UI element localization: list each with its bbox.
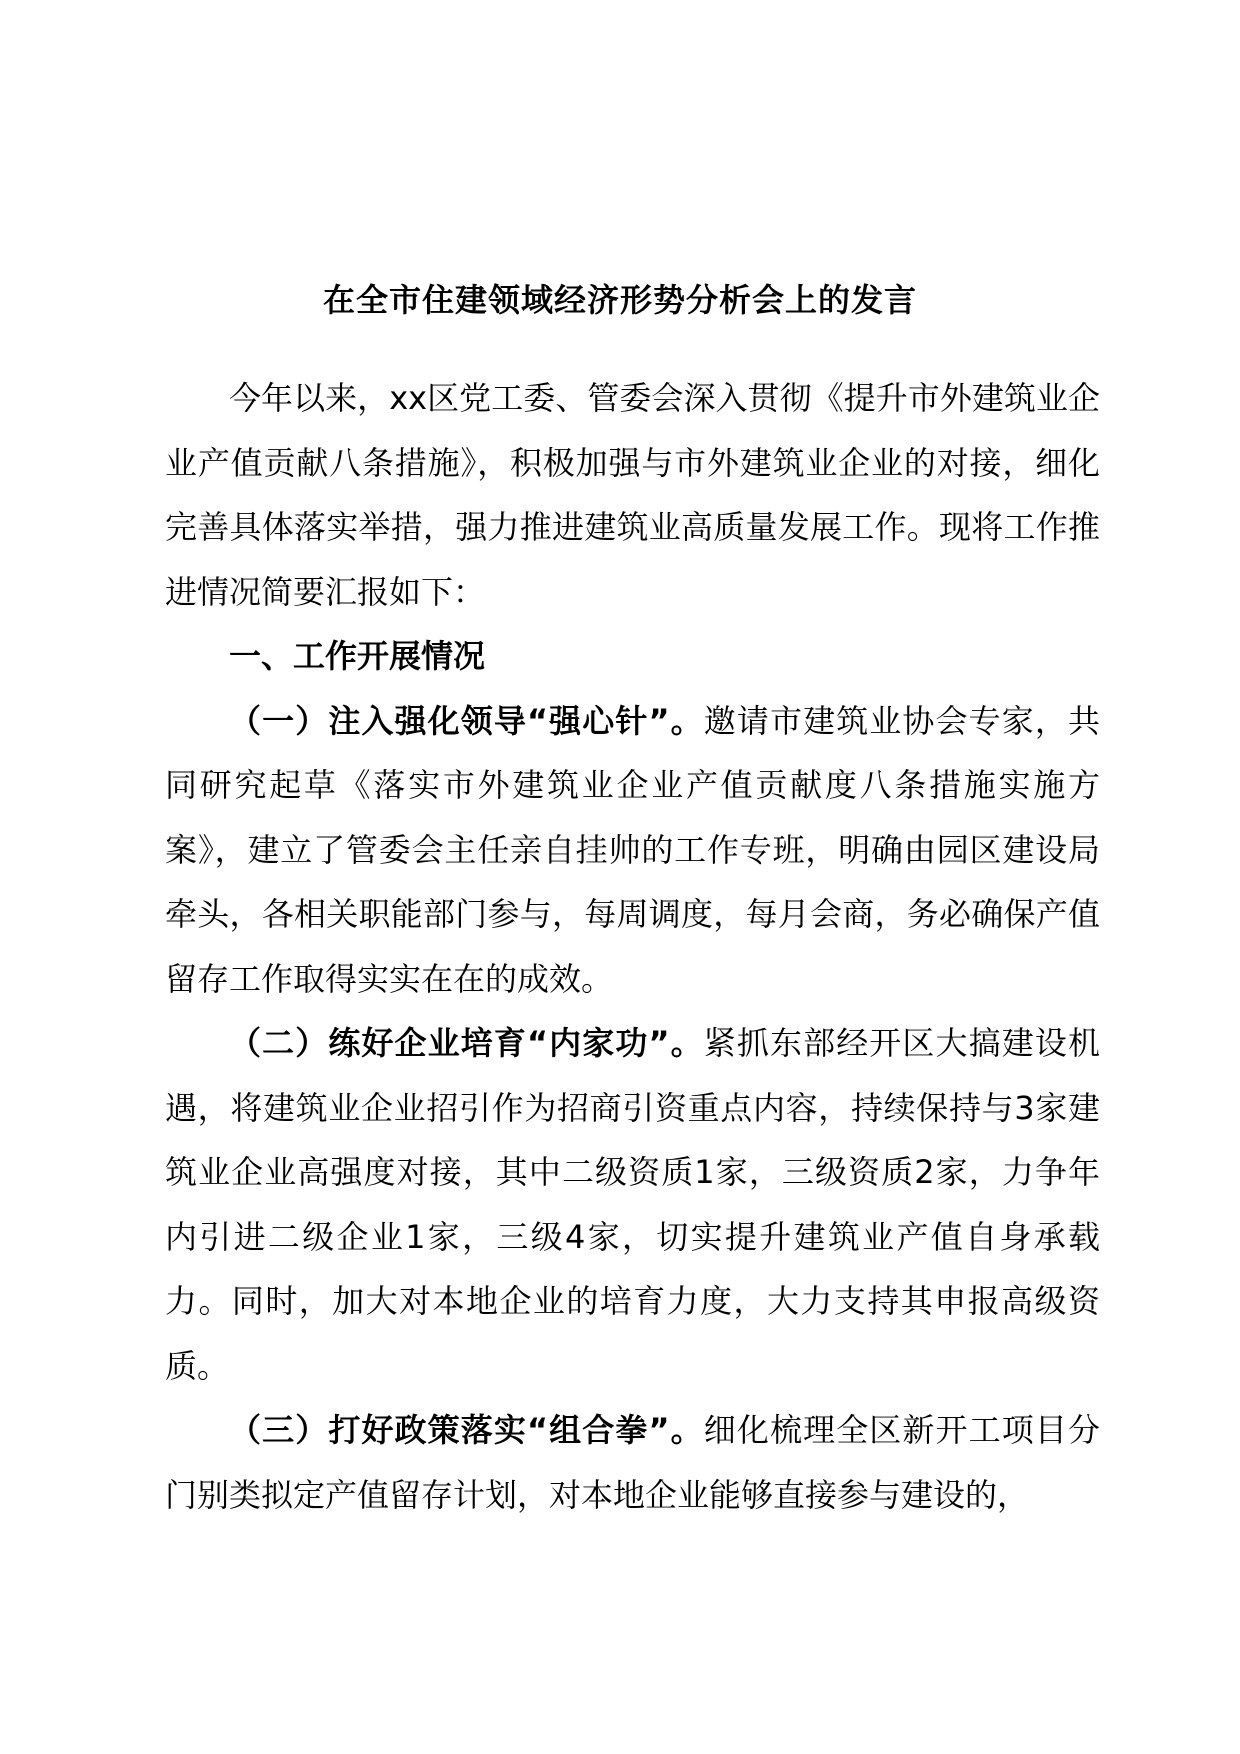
item-text-3: 细化梳理全区新开工项目分门别类拟定产值留存计划，对本地企业能够直接参与建设的，: [165, 1411, 1100, 1514]
item-text-2: 紧抓东部经开区大搞建设机遇，将建筑业企业招引作为招商引资重点内容，持续保持与3家建筑业企业高强度对接，其中二级资质1家，三级资质2家，力争年内引进二级企业1家，三级4家，切实提升建筑业产值自身承载力。同时，加大对本地企业的培育力度，大力支持其申报高级资质。: [165, 1024, 1100, 1385]
section-heading: 一、工作开展情况: [229, 637, 486, 675]
intro-paragraph: 今年以来，xx区党工委、管委会深入贯彻《提升市外建筑业企业产值贡献八条措施》，积极加强与市外建筑业企业的对接，细化完善具体落实举措，强力推进建筑业高质量发展工作。现将工作推进情况简要汇报如下：: [165, 379, 1100, 611]
item-lead-1: （一）注入强化领导“强心针”。: [229, 701, 704, 740]
document-body: [165, 366, 1100, 1527]
item-lead-2: （二）练好企业培育“内家功”。: [229, 1024, 704, 1062]
item-paragraph-1: [165, 689, 1100, 1012]
document-title: 在全市住建领域经济形势分析会上的发言: [322, 281, 917, 319]
item-paragraph-3: [165, 1398, 1100, 1527]
item-paragraph-2: [165, 1011, 1100, 1398]
item-text-1: 邀请市建筑业协会专家，共同研究起草《落实市外建筑业企业产值贡献度八条措施实施方案》，建立了管委会主任亲自挂帅的工作专班，明确由园区建设局牵头，各相关职能部门参与，每周调度，每月会商，务必确保产值留存工作取得实实在在的成效。: [165, 701, 1100, 998]
item-lead-3: （三）打好政策落实“组合拳”。: [229, 1411, 704, 1449]
